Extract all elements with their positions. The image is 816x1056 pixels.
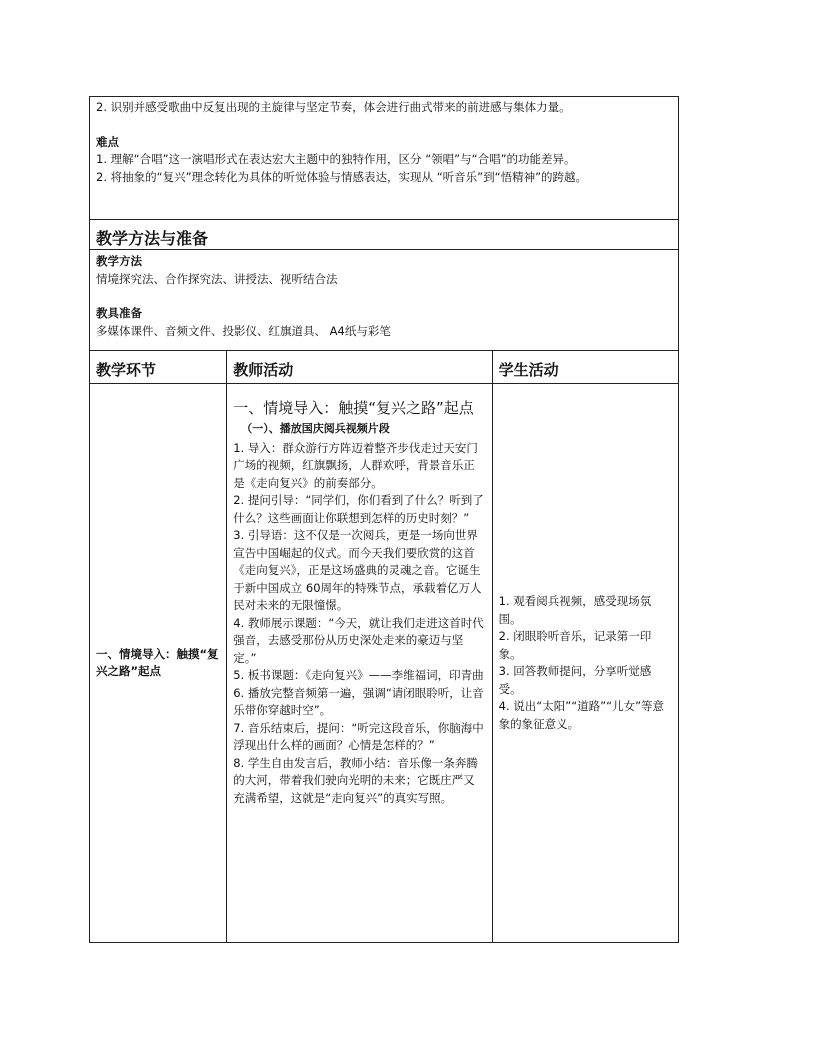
stage-cell <box>90 384 227 943</box>
methods-heading: 教学方法 <box>96 254 142 268</box>
header-student: 学生活动 <box>492 351 678 384</box>
header-stage: 教学环节 <box>90 351 227 384</box>
teacher-item: 5. 板书课题：《走向复兴》——李维福词，印青曲 <box>233 668 484 682</box>
teacher-activity-cell <box>227 384 492 943</box>
objectives-section <box>89 96 679 219</box>
objective-item: 2. 识别并感受歌曲中反复出现的主旋律与坚定节奏，体会进行曲式带来的前进感与集体力量。 <box>96 100 571 114</box>
methods-section-title: 教学方法与准备 <box>89 219 679 249</box>
teacher-item: 2. 提问引导：“同学们，你们看到了什么？听到了什么？这些画面让你联想到怎样的历史时刻？” <box>233 493 484 525</box>
student-item: 1. 观看阅兵视频，感受现场氛围。 <box>498 594 652 626</box>
difficulty-heading: 难点 <box>96 134 119 149</box>
teacher-item: 3. 引导语：这不仅是一次阅兵，更是一场向世界宣告中国崛起的仪式。而今天我们要欣赏的这首《走向复兴》，正是这场盛典的灵魂之音。它诞生于新中国成立 60周年的特殊节点，承载着亿万人民对未来的无限憧憬。 <box>233 528 482 612</box>
header-teacher: 教师活动 <box>227 351 492 384</box>
tools-heading: 教具准备 <box>96 306 142 320</box>
tools-text: 多媒体课件、音频文件、投影仪、红旗道具、 A4纸与彩笔 <box>96 323 391 338</box>
student-item: 4. 说出“太阳”“道路”“儿女”等意象的象征意义。 <box>498 699 665 731</box>
student-activity-cell <box>492 384 678 943</box>
difficulty-item: 1. 理解“合唱”这一演唱形式在表达宏大主题中的独特作用，区分 “领唱”与“合唱”的功能差异。 <box>96 152 576 166</box>
student-item: 2. 闭眼聆听音乐，记录第一印象。 <box>498 629 652 661</box>
stage-label: 一、情境导入：触摸“复兴之路”起点 <box>96 646 219 678</box>
student-item: 3. 回答教师提问，分享听觉感受。 <box>498 664 652 696</box>
methods-text: 情境探究法、合作探究法、讲授法、视听结合法 <box>96 271 338 286</box>
teacher-item: 1. 导入：群众游行方阵迈着整齐步伐走过天安门广场的视频，红旗飘扬，人群欢呼，背景音乐正是《走向复兴》的前奏部分。 <box>233 440 478 490</box>
difficulty-item: 2. 将抽象的“复兴”理念转化为具体的听觉体验与情感表达，实现从 “听音乐”到“悟精神”的跨越。 <box>96 169 588 184</box>
methods-section <box>89 249 679 350</box>
lesson-plan-page <box>89 96 679 943</box>
activity-table <box>89 350 679 943</box>
teacher-item: 4. 教师展示课题：“今天，就让我们走进这首时代强音，去感受那份从历史深处走来的豪迈与坚定。” <box>233 615 484 665</box>
teacher-item: 6. 播放完整音频第一遍，强调“请闭眼聆听，让音乐带你穿越时空”。 <box>233 685 484 717</box>
teacher-item: 8. 学生自由发言后，教师小结：音乐像一条奔腾的大河，带着我们驶向光明的未来；它既庄严又充满希望，这就是“走向复兴”的真实写照。 <box>233 755 478 805</box>
teacher-subtitle: （一）、播放国庆阅兵视频片段 <box>241 422 390 435</box>
teacher-title: 一、情境导入：触摸“复兴之路”起点 <box>233 399 474 417</box>
teacher-item: 7. 音乐结束后，提问：“听完这段音乐，你脑海中浮现出什么样的画面？心情是怎样的？” <box>233 720 484 752</box>
